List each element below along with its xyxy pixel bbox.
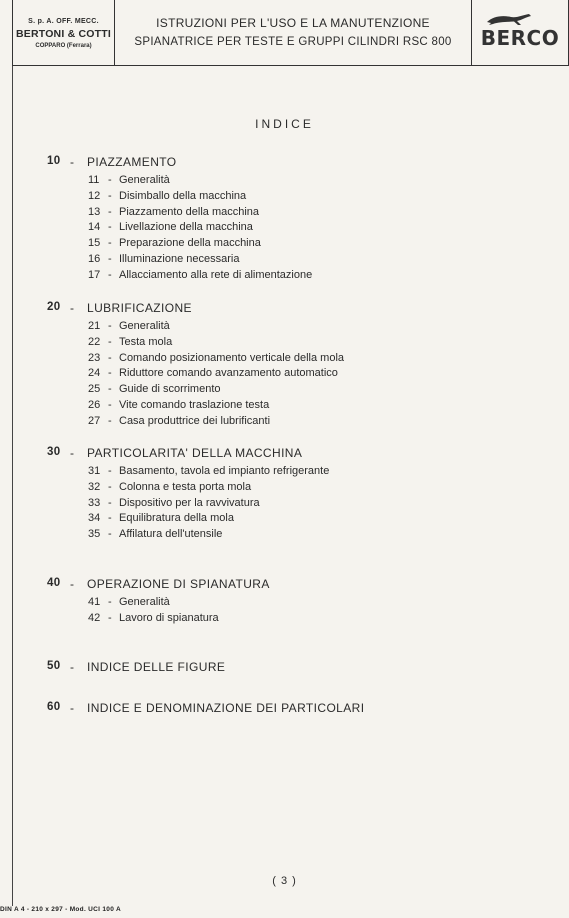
- section-heading: [0, 701, 569, 717]
- subsection-dash: -: [108, 205, 112, 218]
- subsection-number: 41: [88, 596, 101, 608]
- subsection-item: [0, 367, 569, 383]
- subsection-item: [0, 269, 569, 285]
- index-title: INDICE: [255, 117, 314, 131]
- subsection-title: Disimballo della macchina: [119, 189, 247, 202]
- section-dash: -: [70, 660, 75, 674]
- subsection-dash: -: [108, 496, 112, 509]
- section-dash: -: [70, 155, 75, 169]
- subsection-item: [0, 528, 569, 544]
- company-name: BERTONI & COTTI: [16, 28, 111, 40]
- subsection-number: 12: [88, 189, 101, 202]
- subsection-dash: -: [108, 465, 112, 477]
- subsection-number: 14: [88, 221, 101, 234]
- subsection-number: 13: [88, 205, 101, 218]
- index-section: [0, 701, 569, 717]
- subsection-item: [0, 497, 569, 513]
- subsection-item: [0, 320, 569, 336]
- company-block: [13, 0, 115, 65]
- subsection-item: [0, 465, 569, 481]
- page-number: ( 3 ): [272, 875, 297, 887]
- subsection-item: [0, 352, 569, 368]
- subsection-number: 27: [88, 414, 101, 427]
- subsection-dash: -: [108, 596, 112, 608]
- section-number: 40: [47, 577, 61, 589]
- subsection-number: 15: [88, 237, 101, 250]
- section-dash: -: [70, 577, 75, 591]
- subsection-item: [0, 481, 569, 497]
- subsection-list: [0, 174, 569, 285]
- section-dash: -: [70, 446, 75, 460]
- subsection-title: Equilibratura della mola: [119, 512, 234, 525]
- subsection-list: [0, 320, 569, 431]
- subsection-dash: -: [108, 351, 112, 364]
- section-title: PIAZZAMENTO: [87, 155, 177, 169]
- company-location: COPPARO (Ferrara): [35, 43, 92, 49]
- subsection-dash: -: [108, 320, 112, 332]
- subsection-number: 22: [88, 335, 101, 348]
- subsection-dash: -: [108, 268, 112, 281]
- subsection-dash: -: [108, 398, 112, 411]
- section-number: 10: [47, 155, 61, 167]
- subsection-number: 25: [88, 383, 101, 396]
- subsection-item: [0, 206, 569, 222]
- index-section: [0, 577, 569, 628]
- subsection-dash: -: [108, 611, 112, 624]
- subsection-title: Comando posizionamento verticale della mola: [119, 351, 345, 364]
- index-section: [0, 155, 569, 285]
- subsection-number: 42: [88, 611, 101, 624]
- subsection-list: [0, 596, 569, 628]
- subsection-title: Basamento, tavola ed impianto refrigerante: [119, 465, 330, 477]
- subsection-item: [0, 612, 569, 628]
- greyhound-icon: [485, 12, 533, 26]
- subsection-number: 35: [88, 528, 101, 541]
- subsection-title: Generalità: [119, 596, 170, 608]
- section-dash: -: [70, 301, 75, 315]
- subsection-number: 21: [88, 320, 101, 332]
- section-title: LUBRIFICAZIONE: [87, 301, 192, 315]
- section-title: INDICE E DENOMINAZIONE DEI PARTICOLARI: [87, 701, 365, 715]
- subsection-title: Generalità: [119, 320, 170, 332]
- berco-logo: [481, 26, 560, 50]
- subsection-title: Preparazione della macchina: [119, 237, 261, 250]
- subsection-title: Riduttore comando avanzamento automatico: [119, 367, 338, 380]
- document-title-line1: ISTRUZIONI PER L'USO E LA MANUTENZIONE: [156, 15, 430, 30]
- section-heading: [0, 660, 569, 676]
- subsection-item: [0, 512, 569, 528]
- subsection-number: 26: [88, 398, 101, 411]
- subsection-dash: -: [108, 252, 112, 265]
- subsection-title: Casa produttrice dei lubrificanti: [119, 414, 271, 427]
- section-number: 30: [47, 446, 61, 458]
- subsection-number: 33: [88, 496, 101, 509]
- logo-block: [472, 0, 568, 65]
- subsection-title: Generalità: [119, 174, 170, 186]
- subsection-number: 24: [88, 367, 101, 380]
- section-title: OPERAZIONE DI SPIANATURA: [87, 577, 270, 591]
- index-section: [0, 301, 569, 431]
- subsection-number: 23: [88, 351, 101, 364]
- document-title-block: [115, 0, 472, 65]
- subsection-title: Guide di scorrimento: [119, 383, 221, 396]
- index-section: [0, 446, 569, 544]
- section-number: 60: [47, 701, 61, 713]
- subsection-number: 11: [88, 174, 100, 186]
- subsection-item: [0, 174, 569, 190]
- subsection-title: Illuminazione necessaria: [119, 252, 240, 265]
- subsection-dash: -: [108, 367, 112, 380]
- section-number: 50: [47, 660, 61, 672]
- subsection-title: Testa mola: [119, 335, 173, 348]
- section-number: 20: [47, 301, 61, 313]
- document-title-line2: SPIANATRICE PER TESTE E GRUPPI CILINDRI RSC 800: [134, 35, 452, 48]
- subsection-dash: -: [108, 528, 112, 541]
- subsection-title: Piazzamento della macchina: [119, 205, 260, 218]
- subsection-item: [0, 190, 569, 206]
- subsection-title: Affilatura dell'utensile: [119, 528, 223, 541]
- subsection-dash: -: [108, 414, 112, 427]
- section-heading: [0, 577, 569, 593]
- subsection-item: [0, 336, 569, 352]
- index-section: [0, 660, 569, 676]
- subsection-title: Allacciamento alla rete di alimentazione: [119, 268, 313, 281]
- subsection-number: 16: [88, 252, 101, 265]
- footer-form-code: DIN A 4 - 210 x 297 - Mod. UCI 100 A: [0, 906, 121, 913]
- subsection-title: Vite comando traslazione testa: [119, 398, 270, 411]
- subsection-dash: -: [108, 174, 112, 186]
- subsection-dash: -: [108, 480, 112, 493]
- subsection-number: 34: [88, 512, 101, 525]
- section-dash: -: [70, 701, 75, 715]
- section-heading: [0, 155, 569, 171]
- subsection-title: Livellazione della macchina: [119, 221, 253, 234]
- logo-text: BERCO: [480, 25, 560, 50]
- subsection-dash: -: [108, 383, 112, 396]
- subsection-number: 17: [88, 268, 101, 281]
- subsection-title: Lavoro di spianatura: [119, 611, 219, 624]
- subsection-dash: -: [108, 221, 112, 234]
- subsection-dash: -: [108, 189, 112, 202]
- section-title: PARTICOLARITA' DELLA MACCHINA: [87, 446, 303, 460]
- company-line1: S. p. A. OFF. MECC.: [28, 18, 99, 25]
- subsection-item: [0, 253, 569, 269]
- subsection-number: 32: [88, 480, 101, 493]
- subsection-item: [0, 596, 569, 612]
- subsection-title: Dispositivo per la ravvivatura: [119, 496, 260, 509]
- subsection-dash: -: [108, 237, 112, 250]
- subsection-item: [0, 383, 569, 399]
- subsection-number: 31: [88, 465, 101, 477]
- subsection-item: [0, 399, 569, 415]
- subsection-item: [0, 237, 569, 253]
- subsection-list: [0, 465, 569, 544]
- subsection-dash: -: [108, 335, 112, 348]
- subsection-item: [0, 415, 569, 431]
- section-heading: [0, 446, 569, 462]
- subsection-item: [0, 221, 569, 237]
- document-header: [12, 0, 569, 66]
- subsection-title: Colonna e testa porta mola: [119, 480, 252, 493]
- section-title: INDICE DELLE FIGURE: [87, 660, 226, 674]
- section-heading: [0, 301, 569, 317]
- subsection-dash: -: [108, 512, 112, 525]
